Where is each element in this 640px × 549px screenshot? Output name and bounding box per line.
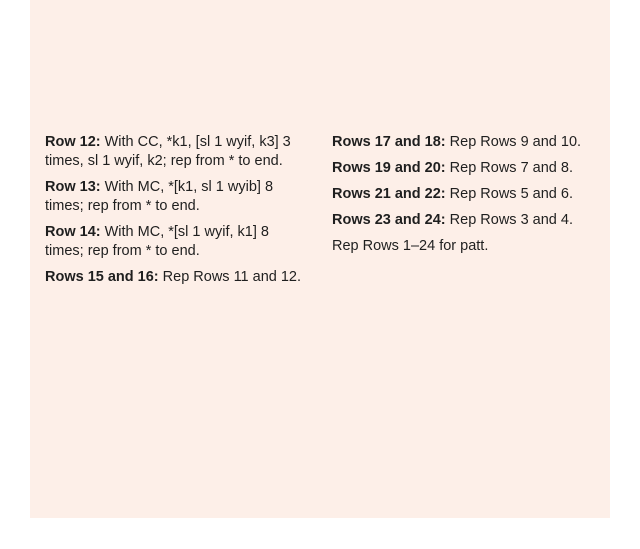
row-label: Rows 21 and 22:	[332, 186, 446, 202]
row-label: Rows 19 and 20:	[332, 160, 446, 176]
right-column	[332, 133, 602, 263]
row-label: Rows 17 and 18:	[332, 134, 446, 150]
row-label: Rows 23 and 24:	[332, 212, 446, 228]
instruction-row-13	[45, 178, 307, 216]
row-label: Row 14:	[45, 224, 101, 240]
row-text: With CC, *k1, [sl 1 wyif, k3] 3 times, sl 1 wyif, k2; rep from * to end.	[45, 134, 291, 169]
row-text: With MC, *[sl 1 wyif, k1] 8 times; rep from * to end.	[45, 224, 269, 259]
row-text: Rep Rows 5 and 6.	[445, 186, 573, 202]
row-text: Rep Rows 7 and 8.	[445, 160, 573, 176]
row-text: With MC, *[k1, sl 1 wyib] 8 times; rep from * to end.	[45, 179, 274, 214]
instruction-row-14	[45, 223, 307, 261]
instruction-rows-19-20	[332, 159, 602, 178]
instruction-rows-15-16	[45, 268, 307, 287]
row-text: Rep Rows 11 and 12.	[158, 269, 302, 285]
row-label: Row 12:	[45, 134, 101, 150]
left-column	[45, 133, 307, 294]
row-label: Row 13:	[45, 179, 101, 195]
instruction-rows-23-24	[332, 211, 602, 230]
instruction-rows-21-22	[332, 185, 602, 204]
row-text: Rep Rows 3 and 4.	[445, 212, 573, 228]
instruction-repeat	[332, 237, 602, 256]
instruction-row-12	[45, 133, 307, 171]
instruction-rows-17-18	[332, 133, 602, 152]
row-text: Rep Rows 9 and 10.	[445, 134, 582, 150]
row-label: Rows 15 and 16:	[45, 269, 159, 285]
row-text: Rep Rows 1–24 for patt.	[332, 238, 489, 254]
